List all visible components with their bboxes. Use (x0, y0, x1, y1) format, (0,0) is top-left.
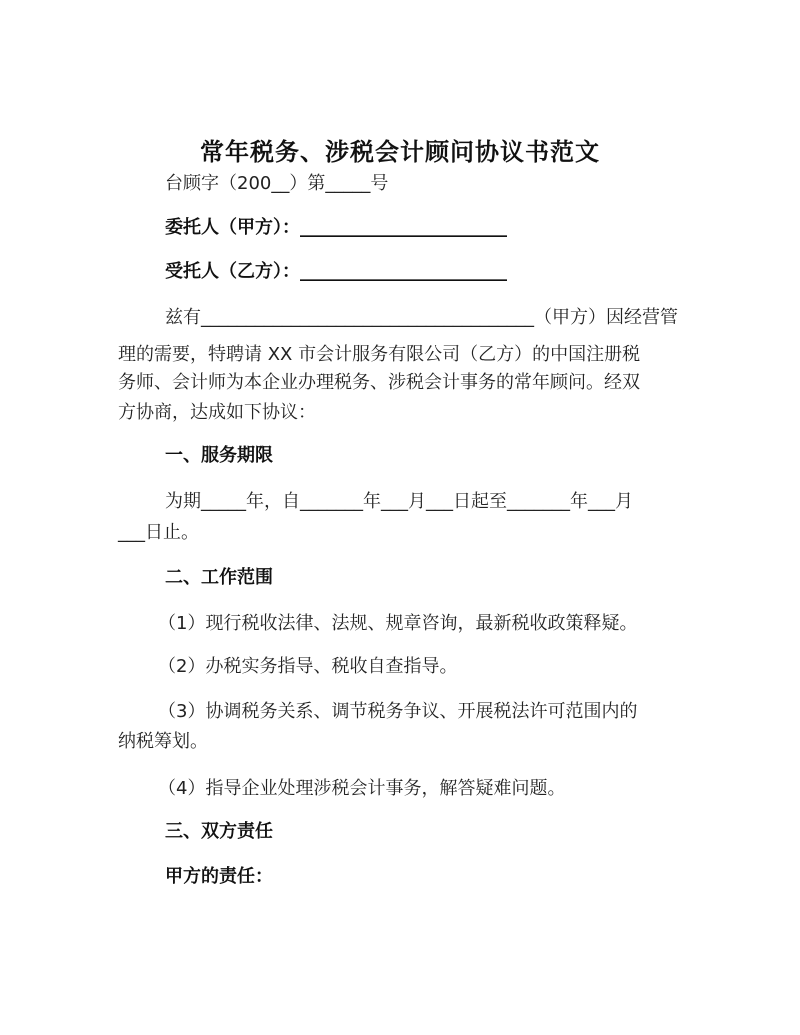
scope-item: （2）办税实务指导、税收自查指导。 (158, 656, 458, 677)
term-line: 为期_____年，自_______年___月___日起至_______年___月 (165, 491, 633, 512)
section-heading: 三、双方责任 (165, 821, 273, 842)
page-title: 常年税务、涉税会计顾问协议书范文 (200, 138, 600, 166)
agent-line: 受托人（乙方）：_______________________ (165, 261, 507, 282)
party-a-heading: 甲方的责任： (165, 866, 273, 887)
scope-item: 纳税筹划。 (118, 731, 208, 752)
term-line: ___日止。 (118, 522, 199, 543)
scope-item: （3）协调税务关系、调节税务争议、开展税法许可范围内的 (158, 701, 638, 722)
intro-line: 理的需要，特聘请 XX 市会计服务有限公司（乙方）的中国注册税 (118, 344, 641, 365)
scope-item: （1）现行税收法律、法规、规章咨询，最新税收政策释疑。 (158, 613, 638, 634)
intro-line: 务师、会计师为本企业办理税务、涉税会计事务的常年顾问。经双 (118, 372, 640, 393)
doc-number: 台顾字（200__）第_____号 (165, 173, 389, 194)
intro-line: 方协商，达成如下协议： (118, 402, 316, 423)
client-line: 委托人（甲方）：_______________________ (165, 217, 507, 238)
section-heading: 一、服务期限 (165, 445, 273, 466)
scope-item: （4）指导企业处理涉税会计事务，解答疑难问题。 (158, 778, 566, 799)
section-heading: 二、工作范围 (165, 567, 273, 588)
intro-line: 兹有_____________________________________（甲方）因经营管 (165, 307, 678, 328)
